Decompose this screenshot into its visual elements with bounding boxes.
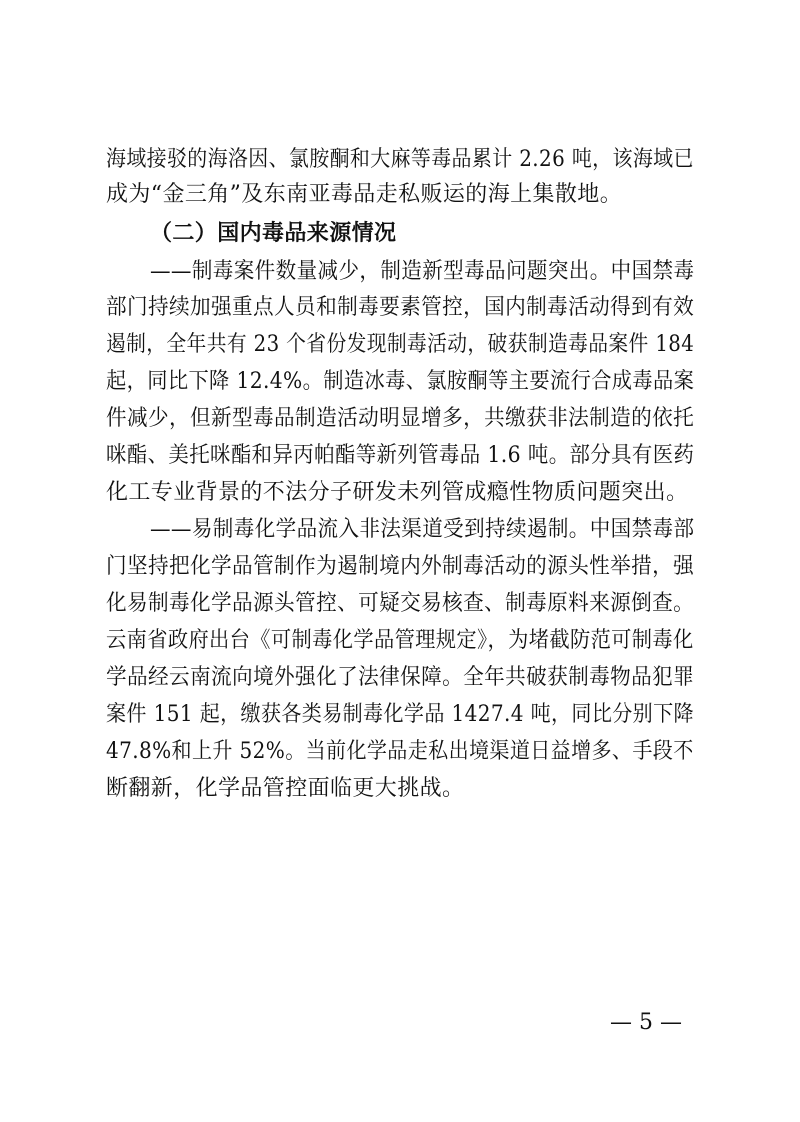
body-text-line: 案件 151 起，缴获各类易制毒化学品 1427.4 吨，同比分别下降 [106, 702, 694, 727]
body-text-line: ——易制毒化学品流入非法渠道受到持续遏制。中国禁毒部 [150, 517, 695, 542]
body-text-line: 海域接驳的海洛因、氯胺酮和大麻等毒品累计 2.26 吨，该海域已 [106, 147, 694, 172]
body-text-line: ——制毒案件数量减少，制造新型毒品问题突出。中国禁毒 [150, 259, 695, 284]
body-text-line: 起，同比下降 12.4%。制造冰毒、氯胺酮等主要流行合成毒品案 [106, 369, 695, 394]
body-text-line: 成为“金三角”及东南亚毒品走私贩运的海上集散地。 [106, 182, 623, 207]
body-text-line: 学品经云南流向境外强化了法律保障。全年共破获制毒物品犯罪 [106, 665, 695, 690]
page-number: — 5 — [610, 1010, 682, 1035]
body-text-line: 化易制毒化学品源头管控、可疑交易核查、制毒原料来源倒查。 [106, 591, 695, 616]
body-text-line: 件减少，但新型毒品制造活动明显增多，共缴获非法制造的依托 [106, 406, 695, 431]
body-text-line: 部门持续加强重点人员和制毒要素管控，国内制毒活动得到有效 [106, 295, 695, 320]
section-heading: （二）国内毒品来源情况 [150, 221, 397, 246]
body-text-line: 遏制，全年共有 23 个省份发现制毒活动，破获制造毒品案件 184 [106, 332, 695, 357]
body-text-line: 门坚持把化学品管制作为遏制境内外制毒活动的源头性举措，强 [106, 554, 695, 579]
body-text-line: 47.8%和上升 52%。当前化学品走私出境渠道日益增多、手段不 [106, 739, 694, 764]
body-text-line: 咪酯、美托咪酯和异丙帕酯等新列管毒品 1.6 吨。部分具有医药 [106, 443, 695, 468]
body-text-line: 断翻新，化学品管控面临更大挑战。 [106, 776, 465, 801]
body-text-line: 化工专业背景的不法分子研发未列管成瘾性物质问题突出。 [106, 480, 689, 505]
body-text-line: 云南省政府出台《可制毒化学品管理规定》，为堵截防范可制毒化 [106, 628, 694, 653]
